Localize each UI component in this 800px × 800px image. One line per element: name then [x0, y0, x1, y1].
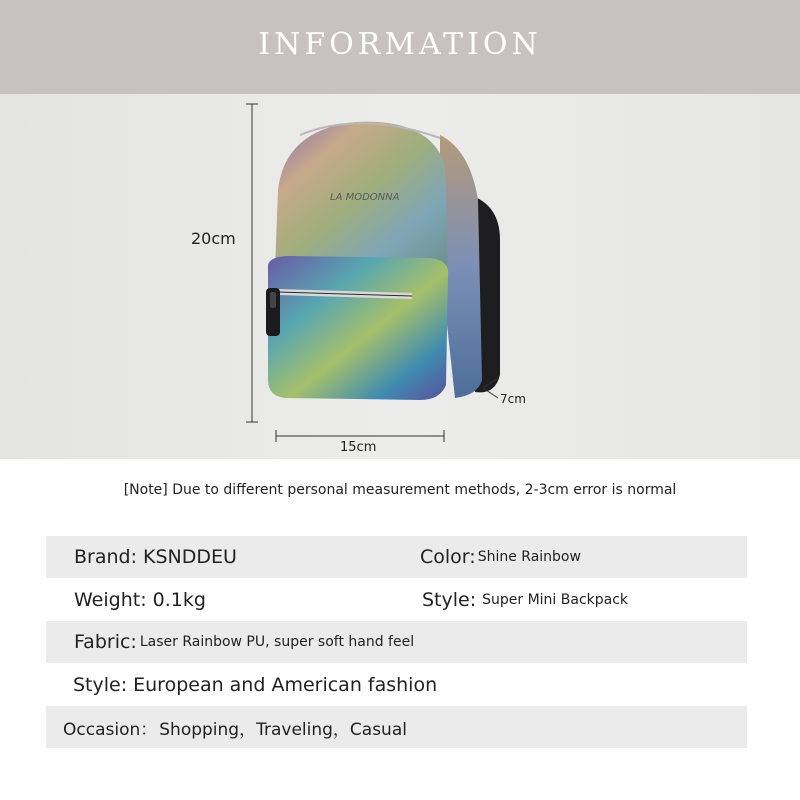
spec-row-style-fashion	[46, 664, 747, 706]
measurement-note: [Note] Due to different personal measurement methods, 2-3cm error is normal	[123, 482, 677, 498]
backpack-illustration	[0, 94, 800, 459]
spec-occasion	[63, 706, 407, 748]
spec-weight	[74, 579, 206, 621]
spec-row-fabric	[46, 621, 747, 663]
depth-label: 7cm	[500, 392, 526, 406]
occasion-label: Occasion：	[63, 719, 158, 740]
occasion-value: Shopping，Traveling，Casual	[159, 719, 407, 740]
brand-print: LA MODONNA	[330, 192, 400, 203]
brand-label: Brand:	[74, 546, 137, 568]
spec-style-fashion	[73, 664, 437, 706]
style-type-label: Style:	[422, 589, 477, 611]
color-label: Color:	[420, 546, 476, 568]
fabric-label: Fabric:	[74, 631, 137, 653]
brand-value: KSNDDEU	[143, 546, 237, 568]
weight-label: Weight:	[74, 589, 147, 611]
style-type-value: Super Mini Backpack	[482, 592, 629, 608]
height-label: 20cm	[191, 229, 236, 248]
spec-row-weight-style	[46, 579, 747, 621]
spec-row-brand-color	[46, 536, 747, 578]
color-value: Shine Rainbow	[477, 549, 581, 565]
spec-color	[420, 536, 581, 578]
style-fashion-label: Style:	[73, 674, 128, 696]
header-banner	[0, 0, 800, 94]
spec-row-occasion	[46, 706, 747, 748]
spec-style-type	[422, 579, 628, 621]
spec-brand	[74, 536, 237, 578]
product-photo	[0, 94, 800, 459]
weight-value: 0.1kg	[152, 589, 206, 611]
spec-fabric	[74, 621, 414, 663]
width-label: 15cm	[340, 440, 377, 455]
fabric-value: Laser Rainbow PU, super soft hand feel	[139, 634, 415, 650]
header-title: INFORMATION	[258, 26, 542, 62]
style-fashion-value: European and American fashion	[133, 674, 438, 696]
